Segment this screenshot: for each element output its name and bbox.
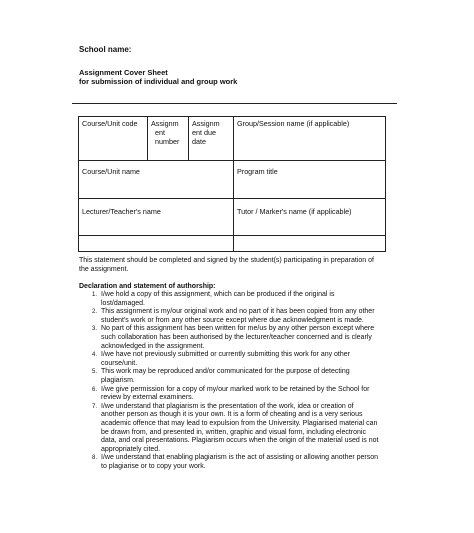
empty-cell[interactable]: [79, 236, 234, 252]
list-item: [79, 308, 379, 325]
list-item: [79, 351, 379, 368]
table-row: [79, 161, 386, 199]
course-code-cell[interactable]: [79, 117, 148, 161]
item-number: 1.: [92, 292, 98, 298]
assignment-number-label: Assignm: [151, 119, 179, 128]
item-number: 4.: [92, 352, 98, 359]
item-number: 3.: [92, 326, 98, 333]
assignment-due-cell[interactable]: [189, 117, 234, 161]
assignment-number-label: ent: [155, 128, 165, 137]
item-number: 8.: [92, 455, 98, 462]
course-name-cell[interactable]: [79, 161, 234, 199]
lecturer-name-cell[interactable]: [79, 199, 234, 236]
school-name-label: School name:: [79, 45, 132, 54]
horizontal-rule: [72, 103, 397, 104]
list-item: [79, 325, 379, 351]
declaration-list: [79, 291, 379, 471]
course-name-label: Course/Unit name: [82, 167, 140, 176]
item-text: I/we give permission for a copy of my/our marked work to be retained by the School for review by external examiners.: [101, 385, 370, 402]
item-number: 2.: [92, 309, 98, 316]
document-title: Assignment Cover Sheet: [79, 68, 168, 77]
program-title-label: Program title: [237, 167, 278, 176]
item-text: This work may be reproduced and/or communicated for the purpose of detecting plagiarism.: [101, 368, 350, 384]
list-item: [79, 386, 379, 403]
item-text: I/we have not previously submitted or currently submitting this work for any other course/unit.: [101, 351, 350, 367]
group-session-label: Group/Session name (if applicable): [237, 119, 350, 128]
item-text: This assignment is my/our original work and no part of it has been copied from any other student's work or from any other source except where due acknowledgment is made.: [101, 308, 375, 324]
empty-cell[interactable]: [234, 236, 386, 252]
lecturer-name-label: Lecturer/Teacher's name: [82, 207, 161, 216]
item-text: No part of this assignment has been written for me/us by any other person except where such collaboration has been authorised by the lecturer/teacher concerned and is clearly acknowledged in the assignment.: [101, 325, 375, 350]
assignment-number-label: number: [155, 137, 180, 146]
item-number: 6.: [92, 386, 98, 393]
tutor-name-label: Tutor / Marker's name (if applicable): [237, 207, 352, 216]
list-item: [79, 291, 379, 308]
item-text: I/we understand that enabling plagiarism is the act of assisting or allowing another person to plagiarise or to copy your work.: [101, 454, 379, 470]
table-row: [79, 199, 386, 236]
program-title-cell[interactable]: [234, 161, 386, 199]
item-number: 5.: [92, 369, 98, 376]
assignment-number-cell[interactable]: [148, 117, 189, 161]
course-code-label: Course/Unit code: [82, 119, 138, 128]
details-table: [78, 116, 386, 252]
tutor-name-cell[interactable]: [234, 199, 386, 236]
declaration-heading: Declaration and statement of authorship:: [79, 283, 216, 290]
list-item: [79, 403, 379, 455]
item-text: I/we hold a copy of this assignment, which can be produced if the original is lost/damaged.: [101, 291, 335, 307]
list-item: [79, 454, 379, 471]
item-number: 7.: [92, 403, 98, 410]
group-session-cell[interactable]: [234, 117, 386, 161]
table-row: [79, 117, 386, 161]
list-item: [79, 368, 379, 385]
assignment-due-label: Assignm: [192, 119, 220, 128]
table-row: [79, 236, 386, 252]
intro-paragraph: This statement should be completed and signed by the student(s) participating in preparation of the assignment.: [79, 257, 374, 273]
document-subtitle: for submission of individual and group work: [79, 77, 238, 86]
assignment-due-label: ent due date: [192, 128, 216, 146]
item-text: I/we understand that plagiarism is the presentation of the work, idea or creation of another person as though it is your own. It is a form of cheating and is a very serious academic offence that may lead to expulsion from the University. Plagiarised material can be drawn from, and presented in, written, graphic and visual form, including electronic data, and oral presentations. Plagiarism occurs when the origin of the material used is not appropriately cited.: [101, 402, 379, 453]
